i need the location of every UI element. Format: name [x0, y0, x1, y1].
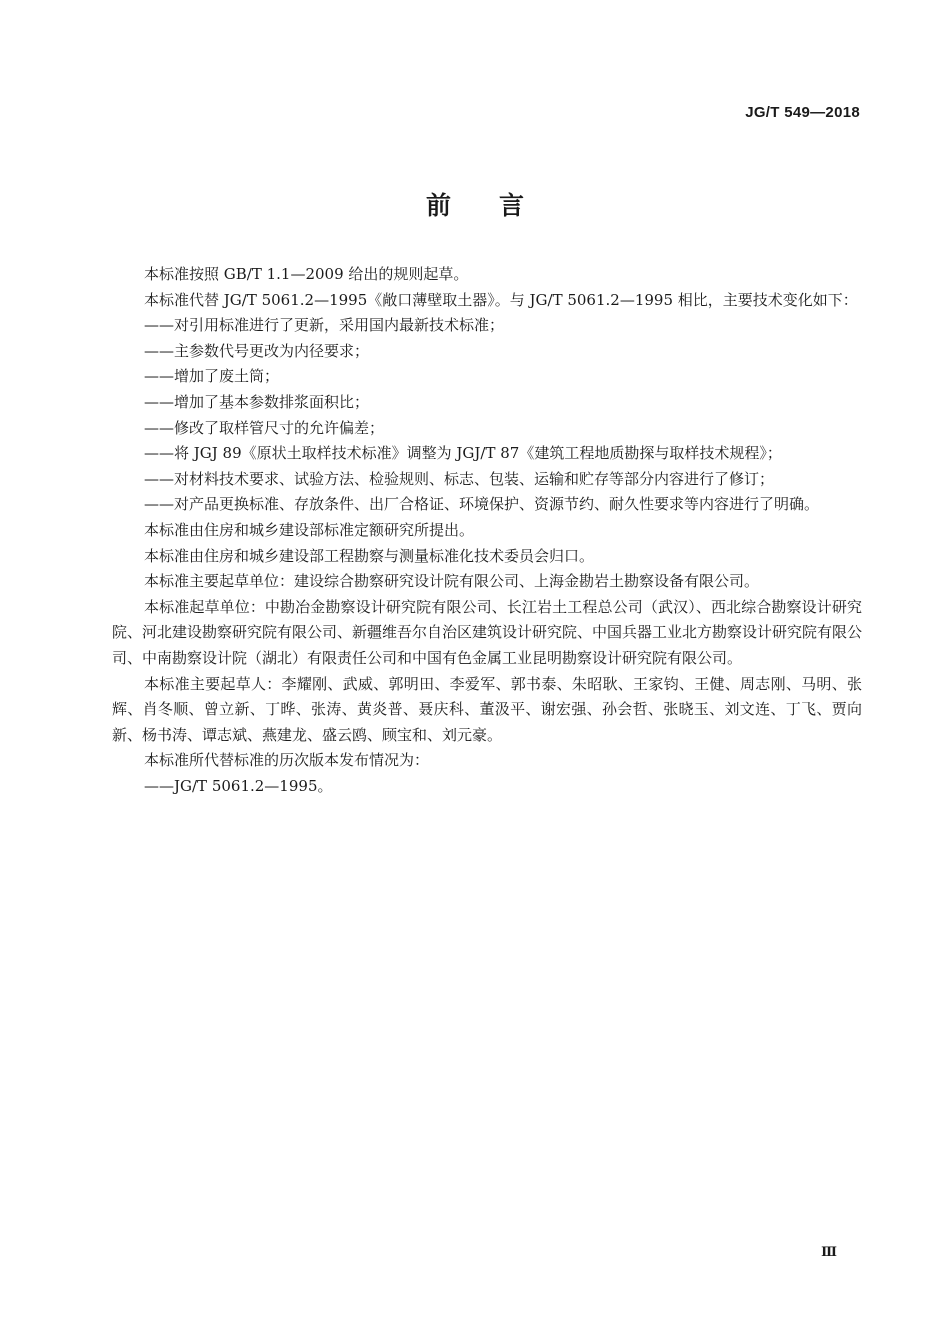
standard-code: JG/T 549—2018 — [745, 104, 860, 121]
change-item: ——增加了废土筒； — [144, 367, 280, 386]
page-number: Ⅲ — [821, 1245, 837, 1260]
foreword-body — [112, 262, 862, 799]
paragraph-under-jurisdiction: 本标准由住房和城乡建设部工程勘察与测量标准化技术委员会归口。 — [144, 546, 595, 565]
history-item: ——JG/T 5061.2—1995。 — [144, 776, 333, 795]
change-item: ——修改了取样管尺寸的允许偏差； — [144, 418, 385, 437]
change-item: ——主参数代号更改为内径要求； — [144, 341, 370, 360]
paragraph-history-intro: 本标准所代替标准的历次版本发布情况为： — [144, 751, 430, 770]
paragraph-replaces: 本标准代替 JG/T 5061.2—1995《敞口薄壁取土器》。与 JG/T 5061.2—1995 相比，主要技术变化如下： — [144, 290, 858, 309]
change-item: ——对材料技术要求、试验方法、检验规则、标志、包装、运输和贮存等部分内容进行了修订； — [144, 469, 775, 488]
paragraph-proposed-by: 本标准由住房和城乡建设部标准定额研究所提出。 — [144, 520, 475, 539]
change-item: ——增加了基本参数排浆面积比； — [144, 392, 370, 411]
change-item: ——对引用标准进行了更新，采用国内最新技术标准； — [144, 316, 505, 335]
change-item: ——将 JGJ 89《原状土取样技术标准》调整为 JGJ/T 87《建筑工程地质勘探与取样技术规程》； — [144, 444, 782, 463]
change-item: ——对产品更换标准、存放条件、出厂合格证、环境保护、资源节约、耐久性要求等内容进行了明确。 — [144, 495, 820, 514]
paragraph-drafting-rules: 本标准按照 GB/T 1.1—2009 给出的规则起草。 — [144, 265, 469, 283]
paragraph-drafting-units: 本标准起草单位：中勘冶金勘察设计研究院有限公司、长江岩土工程总公司（武汉）、西北综合勘察设计研究院、河北建设勘察研究院有限公司、新疆维吾尔自治区建筑设计研究院、中国兵器工业北方勘察设计研究院有限公司、中南勘察设计院（湖北）有限责任公司和中国有色金属工业昆明勘察设计研究院有限公司。 — [112, 597, 863, 667]
page-title: 前言 — [425, 191, 572, 220]
paragraph-main-drafters: 本标准主要起草人：李耀刚、武威、郭明田、李爱军、郭书泰、朱昭耿、王家钧、王健、周志刚、马明、张辉、肖冬顺、曾立新、丁晔、张涛、黄炎普、聂庆科、董汲平、谢宏强、孙会哲、张晓玉、刘文连、丁飞、贾向新、杨书涛、谭志斌、燕建龙、盛云鸥、顾宝和、刘元豪。 — [112, 674, 862, 744]
paragraph-main-drafting-units: 本标准主要起草单位：建设综合勘察研究设计院有限公司、上海金勘岩土勘察设备有限公司。 — [144, 572, 760, 591]
